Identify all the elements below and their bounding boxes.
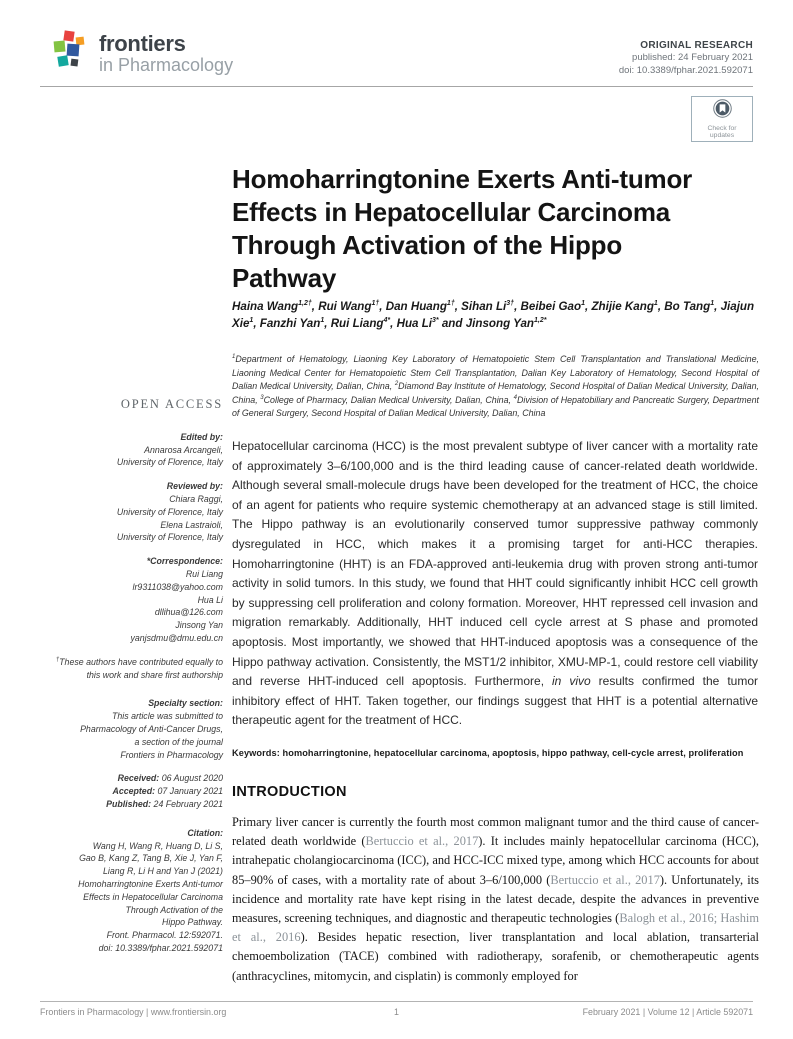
text-segment: ). It includes mainly hepatocellular carcinoma (HCC), intrahepatic cholangiocarcinoma (ICC), and HCC-ICC mixed type, among which HCC accounts for about 85–90% of cases, with a mortality rate of about 3–6/100,000 ( (232, 834, 759, 887)
published-date: published: 24 February 2021 (632, 52, 753, 63)
author-name: Beibei Gao (520, 300, 582, 313)
journal-subtitle: in Pharmacology (99, 55, 234, 75)
text-line: Hippo Pathway. (162, 917, 223, 928)
text-segment: Hepatocellular carcinoma (HCC) is the most prevalent subtype of liver cancer with a mortality rate of approximately 3–6/100,000 and is the third leading cause of cancer-related death worldwide. Although several small-molecule drugs have been developed for the treatment of HCC, the choice of an agent for patients who require systemic chemotherapy at an advanced stage is still limited. The Hippo pathway is an evolutionarily conserved tumor suppressive pathway commonly dysregulated in HCC, which makes it a promising target for anti-HCC therapies. Homoharringtonine (HHT) is an FDA-approved anti-leukemia drug with proven strong anti-tumor activity in solid tumors. In this study, we found that HHT could significantly inhibit HCC cell growth by suppressing cell proliferation and colony formation. Moreover, HHT repressed cell invasion and migration remarkably. Additionally, HHT induced cell cycle arrest at S phase and promoted apoptosis. Most importantly, we showed that HHT-induced apoptosis was a consequence of the Hippo pathway activation. Consistently, the MST1/2 inhibitor, XMU-MP-1, could restore cell viability and reverse HHT-induced cell apoptosis. Furthermore, (232, 439, 758, 689)
text-line: Frontiers in Pharmacology (120, 749, 223, 760)
text-line: Effects in Hepatocellular Carcinoma (83, 891, 223, 902)
text-line: This article was submitted to (112, 711, 223, 722)
author-affiliation-marker: 1† (446, 300, 455, 308)
text-line: Annarosa Arcangeli, (144, 444, 223, 455)
abstract-text (232, 437, 758, 731)
text-line: Wang H, Wang R, Huang D, Li S, (92, 840, 223, 851)
email-link[interactable]: dllihua@126.com (154, 607, 223, 618)
author-name: Haina Wang (232, 300, 299, 313)
author-name: Sihan Li (461, 300, 507, 313)
check-for-updates-button[interactable] (691, 96, 753, 142)
affiliations (232, 353, 759, 421)
text-segment: Primary liver cancer is currently the fourth most common malignant tumor and the third cause of cancer-related death worldwide ( (232, 815, 759, 849)
article-title (232, 163, 777, 295)
author-affiliation-marker: 3* (432, 316, 439, 324)
author-name: Zhijie Kang (591, 300, 654, 313)
edited-by-block (40, 431, 223, 469)
page-number: 1 (394, 1007, 399, 1017)
author-affiliation-marker: 1 (653, 300, 658, 308)
text-line: Pharmacology of Anti-Cancer Drugs, (80, 723, 223, 734)
article-type: ORIGINAL RESEARCH (640, 40, 753, 51)
keywords-line: Keywords: homoharringtonine, hepatocellular carcinoma, apoptosis, hippo pathway, cell-cycle arrest, proliferation (232, 748, 744, 758)
specialty-section-block (40, 697, 223, 761)
correspondence-label: *Correspondence: (146, 556, 223, 567)
affiliation-text: Diamond Bay Institute of Hematology, Second Hospital of Dalian Medical University, Dalian, China, (232, 381, 759, 405)
open-access-label: OPEN ACCESS (120, 397, 223, 411)
text-line: Homoharringtonine Exerts Anti-tumor (78, 878, 223, 889)
author-name: Rui Liang (330, 316, 384, 330)
author-name: Dan Huang (385, 300, 447, 313)
specialty-section-lines (40, 710, 223, 761)
author-name: Jinsong Yan (465, 316, 534, 330)
email-link[interactable]: yanjsdmu@dmu.edu.cn (130, 632, 223, 643)
affiliation-marker: 2 (394, 381, 399, 388)
text-line: Pathway (232, 263, 337, 293)
text-line: Front. Pharmacol. 12:592071. (106, 930, 223, 941)
footer-divider (40, 1001, 753, 1002)
author-name: Fanzhi Yan (259, 316, 321, 330)
header-meta (619, 39, 753, 77)
text-line: Hua Li (197, 594, 223, 605)
citation-block (40, 827, 223, 955)
text-line: Chiara Raggi, (169, 493, 223, 504)
doi: doi: 10.3389/fphar.2021.592071 (618, 64, 753, 76)
affiliation-text: College of Pharmacy, Dalian Medical University, Dalian, China, (263, 394, 514, 405)
text-segment: ). Besides hepatic resection, liver transplantation and local ablation, transarterial chemoembolization (TACE) combined with radiotherapy, sorafenib, or chemotherapeutic agents (anthracyclines, mitomycin, and cisplatin) is commonly employed for (232, 930, 760, 983)
text-line: Elena Lastraioli, (160, 519, 223, 530)
author-affiliation-marker: 1,2* (534, 316, 547, 324)
dagger-symbol: † (55, 656, 60, 663)
author-affiliation-marker: 1 (249, 316, 254, 324)
footer-journal-url[interactable]: Frontiers in Pharmacology | www.frontiersin.org (40, 1007, 227, 1017)
text-line: Through Activation of the (125, 904, 223, 915)
author-affiliation-marker: 1 (320, 316, 325, 324)
text-line: University of Florence, Italy (116, 457, 223, 468)
introduction-paragraph (232, 813, 759, 986)
author-affiliation-marker: 1 (710, 300, 715, 308)
reviewed-by-block (40, 480, 223, 544)
equal-contribution-note (40, 656, 223, 682)
affiliation-marker: 1 (232, 354, 236, 361)
author-name: Rui Wang (318, 300, 372, 313)
author-name: Jiajun Xie (232, 300, 755, 330)
text-line: Homoharringtonine Exerts Anti-tumor (232, 164, 693, 194)
header-divider (40, 86, 753, 87)
author-affiliation-marker: 1 (581, 300, 585, 308)
sidebar (40, 398, 223, 966)
citation-link[interactable]: Bertuccio et al., 2017 (550, 872, 660, 887)
text-line: a section of the journal (134, 736, 223, 747)
text-line: doi: 10.3389/fphar.2021.592071 (98, 942, 223, 953)
reviewed-by-names (40, 493, 223, 544)
dates-block (40, 772, 223, 810)
published-date-sidebar: Published: 24 February 2021 (106, 798, 223, 809)
check-for-updates-label: Check for updates (707, 124, 737, 139)
edited-by-label: Edited by: (180, 431, 223, 442)
correspondence-names (40, 568, 223, 645)
affiliation-marker: 4 (513, 394, 517, 401)
edited-by-names (40, 444, 223, 470)
text-line: Through Activation of the Hippo (232, 230, 623, 260)
affiliation-text: Division of Hepatobiliary and Pancreatic Surgery, Department of General Surgery, Second Hospital of Dalian Medical University, Dalian, China (232, 394, 759, 419)
author-name: Hua Li (396, 316, 433, 330)
author-affiliation-marker: 4* (383, 316, 391, 324)
journal-brand: frontiers (99, 31, 186, 56)
authors-line: Haina Wang$^{1,2\dagger}$, Rui Wang$^{1\dagger}$, Dan Huang$^{1\dagger}$, Sihan $Li^{3\dagger}$, Beibei Gao$^1$, Zhijie Kang$^1$, Bo Tang$^1$, Jiajun Xie$^1$, Fanzhi Yan$^1$, Rui Liang$^{4*}$, Hua $Li^{3*}$ and Jinsong Yan$^{1,2*}$ (232, 300, 755, 330)
author-name: Bo Tang (664, 300, 711, 313)
affiliation-text: Department of Hematology, Liaoning Key Laboratory of Hematopoietic Stem Cell Transplantation and Translational Medicine, Liaoning Medical Center for Hematopoietic Stem Cell Transplantation, Dalian Key Laboratory of Hematology, Second Hospital of Dalian Medical University, Dalian, China, (232, 354, 759, 392)
journal-name (99, 30, 233, 76)
accepted-date: Accepted: 07 January 2021 (112, 786, 223, 797)
correspondence-block (40, 555, 223, 645)
citation-label: Citation: (187, 827, 223, 838)
text-line: Jinsong Yan (175, 620, 223, 631)
equal-contribution-text: These authors have contributed equally to this work and share first authorship (59, 656, 223, 680)
text-line: University of Florence, Italy (116, 532, 223, 543)
affiliation-marker: 3 (260, 394, 264, 401)
text-line: Liang R, Li H and Yan J (2021) (103, 866, 223, 877)
text-segment: in vivo (552, 674, 591, 689)
reviewed-by-label: Reviewed by: (166, 481, 223, 492)
author-affiliation-marker: 1† (371, 300, 380, 308)
author-affiliation-marker: 1,2† (298, 300, 312, 308)
text-line: Gao B, Kang Z, Tang B, Xie J, Yan F, (79, 853, 223, 864)
citation-link[interactable]: Balogh et al., 2016; Hashim et al., 2016 (232, 911, 759, 945)
footer (40, 1007, 753, 1017)
frontiers-logo (52, 30, 233, 81)
text-line: University of Florence, Italy (116, 506, 223, 517)
crossmark-icon (713, 99, 732, 123)
frontiers-cubes-icon (52, 30, 92, 81)
text-segment: results confirmed the tumor inhibitory effect of HHT. Taken together, our findings suggest that HHT is a potential alternative therapeutic agent for the treatment of HCC. (232, 674, 758, 728)
author-affiliation-marker: 3† (506, 300, 515, 308)
specialty-section-label: Specialty section: (148, 698, 223, 709)
text-segment: ). Unfortunately, its incidence and mortality rate have kept rising in the latest decade, despite the advances in preventive measures, screening techniques, and diagnostic and therapeutic technologies ( (232, 872, 759, 926)
footer-issue-info: February 2021 | Volume 12 | Article 592071 (582, 1007, 754, 1017)
text-line: Effects in Hepatocellular Carcinoma (232, 197, 671, 227)
introduction-heading: INTRODUCTION (232, 784, 347, 800)
text-line: Rui Liang (185, 568, 223, 579)
citation-link[interactable]: Bertuccio et al., 2017 (365, 834, 479, 849)
received-date: Received: 06 August 2020 (117, 773, 223, 784)
email-link[interactable]: lr9311038@yahoo.com (132, 581, 223, 592)
citation-lines (40, 840, 223, 955)
